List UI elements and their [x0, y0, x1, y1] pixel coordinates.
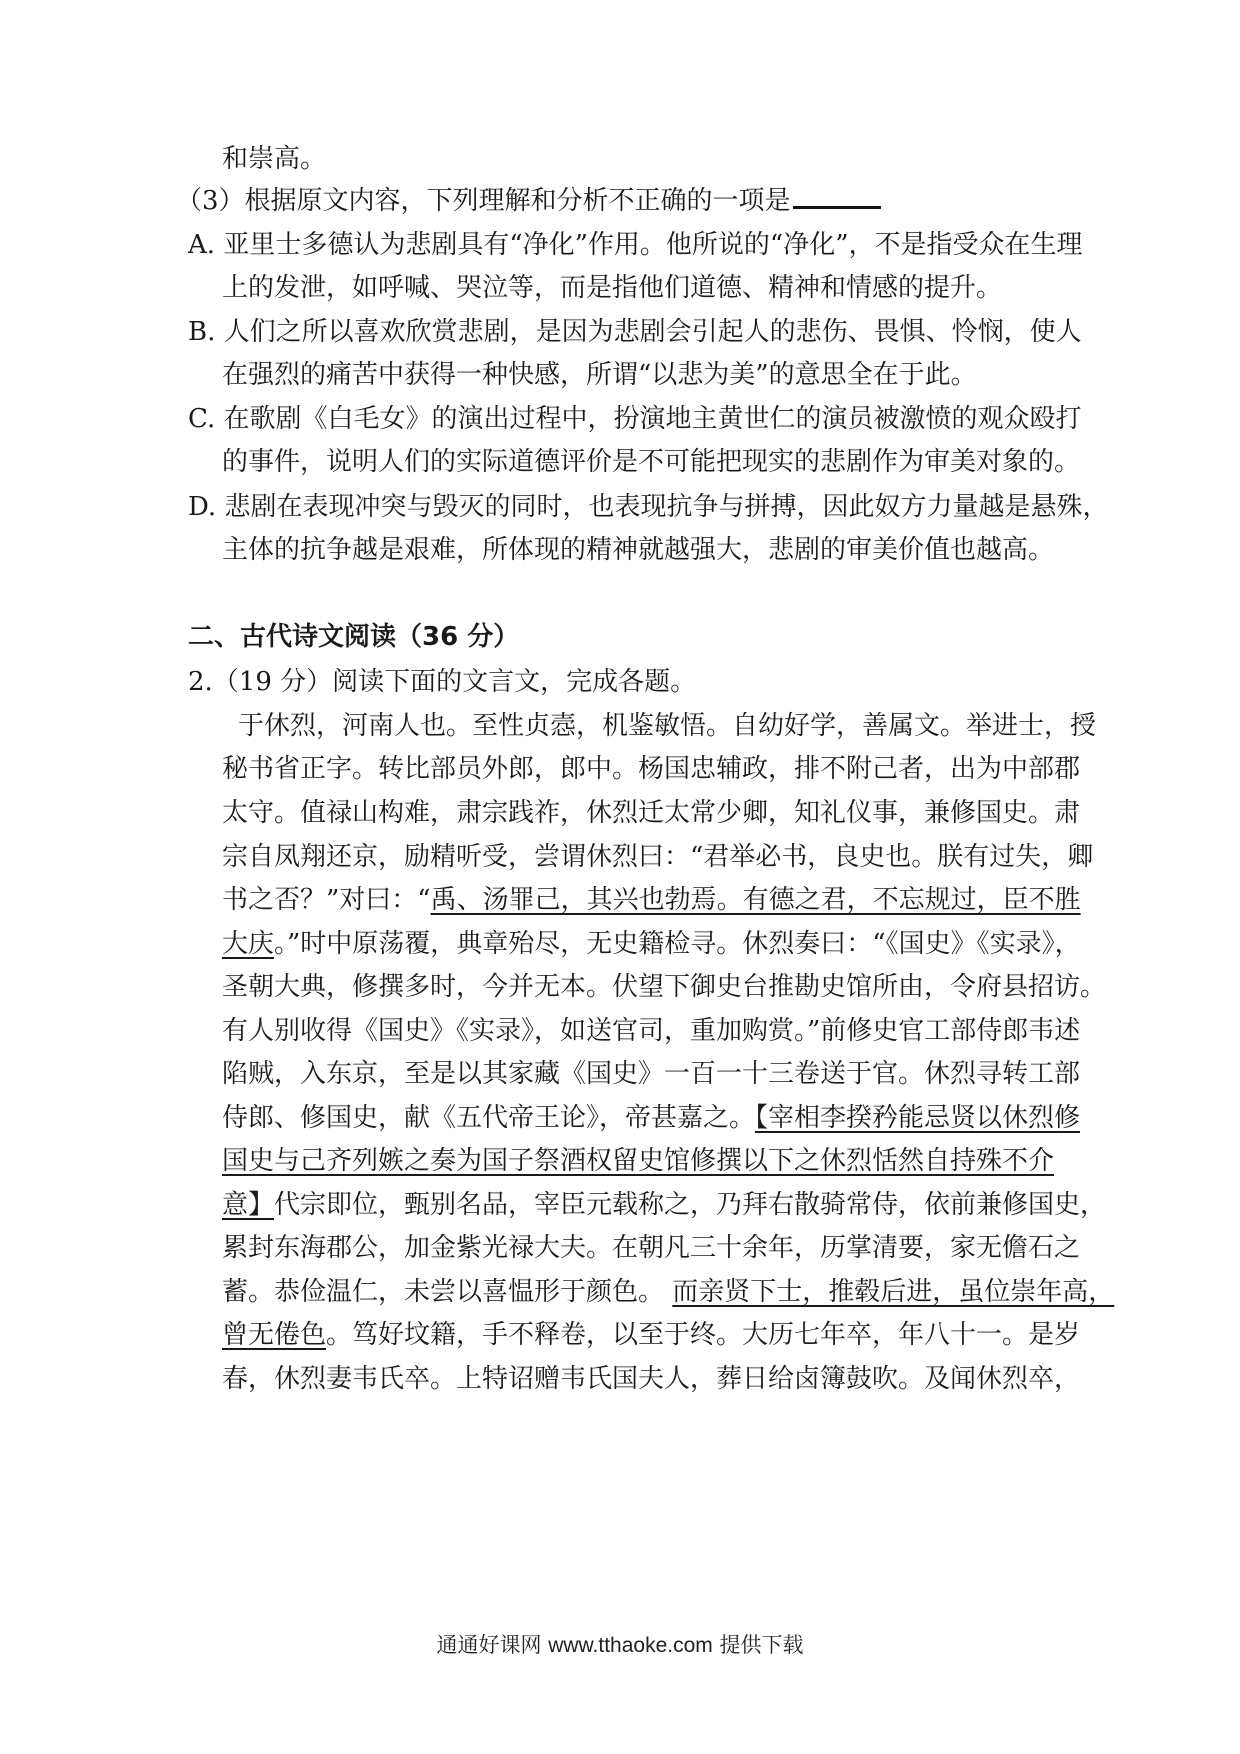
passage-line-12-plain: 代宗即位，甄别名品，宰臣元载称之，乃拜右散骑常侍，依前兼修国史，: [274, 1190, 1107, 1220]
footer-site-name: 通通好课网: [436, 1633, 542, 1657]
passage-line-4: 宗自凤翔还京，励精听受，尝谓休烈曰：“君举必书，良史也。朕有过失，卿: [222, 842, 1094, 872]
underlined-sentence-1a: 禹、汤罪己，其兴也勃焉。有德之君，不忘规过，臣不胜: [430, 885, 1081, 915]
q1-tail-line: 和崇高。: [222, 144, 327, 174]
passage-line-8: 有人别收得《国史》《实录》，如送官司，重加购赏。”前修史官工部侍郎韦述: [222, 1016, 1081, 1046]
passage-line-14-plain: 蓄。恭俭温仁，未尝以喜愠形于颜色。: [222, 1277, 673, 1307]
answer-blank: [793, 186, 881, 209]
option-a-text-1: 亚里士多德认为悲剧具有“净化”作用。他所说的“净化”，不是指受众在生理: [223, 230, 1083, 260]
bracketed-passage-b: 国史与己齐列嫉之奏为国子祭酒权留史馆修撰以下之休烈恬然自持殊不介: [222, 1146, 1055, 1176]
passage-line-5: [222, 883, 1081, 917]
option-b-letter: B.: [188, 317, 216, 347]
option-d-letter: D.: [188, 492, 217, 522]
section-heading: 二、古代诗文阅读（36 分）: [188, 622, 520, 652]
q3-stem-text: （3）根据原文内容，下列理解和分析不正确的一项是: [176, 186, 791, 216]
passage-line-1: 于休烈，河南人也。至性贞悫，机鉴敏悟。自幼好学，善属文。举进士，授: [238, 711, 1097, 741]
passage-line-15: [222, 1318, 1080, 1352]
page-footer: [0, 1631, 1240, 1660]
passage-line-6-plain: 。”时中原荡覆，典章殆尽，无史籍检寻。休烈奏曰：“《国史》《实录》，: [274, 929, 1081, 959]
passage-line-15-plain: 。笃好坟籍，手不释卷，以至于终。大历七年卒，年八十一。是岁: [326, 1320, 1081, 1350]
option-c-line1: [188, 402, 1082, 436]
option-b-text-2: 在强烈的痛苦中获得一种快感，所谓“以悲为美”的意思全在于此。: [222, 360, 977, 390]
passage-line-16: 春，休烈妻韦氏卒。上特诏赠韦氏国夫人，葬日给卤簿鼓吹。及闻休烈卒，: [222, 1364, 1081, 1394]
option-a-letter: A.: [188, 230, 216, 260]
passage-line-9: 陷贼，入东京，至是以其家藏《国史》一百一十三卷送于官。休烈寻转工部: [222, 1059, 1081, 1089]
passage-line-12: [222, 1188, 1106, 1222]
option-d-text-1: 悲剧在表现冲突与毁灭的同时，也表现抗争与拼搏，因此奴方力量越是悬殊，: [224, 492, 1109, 522]
passage-line-3: 太守。值禄山构难，肃宗践祚，休烈迁太常少卿，知礼仪事，兼修国史。肃: [222, 798, 1081, 828]
option-b-line1: [188, 315, 1082, 349]
passage-line-10-plain: 侍郎、修国史，献《五代帝王论》，帝甚嘉之。: [222, 1103, 756, 1133]
option-d-line1: [188, 490, 1108, 524]
option-b-text-1: 人们之所以喜欢欣赏悲剧，是因为悲剧会引起人的悲伤、畏惧、怜悯，使人: [223, 317, 1082, 347]
passage-line-11: [222, 1144, 1054, 1178]
footer-suffix: 提供下载: [719, 1633, 804, 1657]
q2-stem: 2.（19 分）阅读下面的文言文，完成各题。: [188, 667, 697, 697]
passage-line-5-plain: 书之否？”对曰：“: [222, 885, 431, 915]
passage-line-10: [222, 1101, 1080, 1135]
footer-url[interactable]: www.tthaoke.com: [548, 1634, 713, 1657]
option-c-letter: C.: [188, 404, 216, 434]
option-a-text-2: 上的发泄，如呼喊、哭泣等，而是指他们道德、精神和情感的提升。: [222, 273, 1003, 303]
option-a-line1: [188, 228, 1082, 262]
underlined-sentence-2b: 曾无倦色: [222, 1320, 327, 1350]
bracketed-passage-a: 【宰相李揆矜能忌贤以休烈修: [755, 1103, 1081, 1133]
option-c-text-2: 的事件，说明人们的实际道德评价是不可能把现实的悲剧作为审美对象的。: [222, 447, 1081, 477]
passage-line-7: 圣朝大典，修撰多时，今并无本。伏望下御史台推勘史馆所由，令府县招访。: [222, 972, 1107, 1002]
passage-line-13: 累封东海郡公，加金紫光禄大夫。在朝凡三十余年，历掌清要，家无儋石之: [222, 1233, 1081, 1263]
option-c-text-1: 在歌剧《白毛女》的演出过程中，扮演地主黄世仁的演员被激愤的观众殴打: [223, 404, 1082, 434]
passage-line-6: [222, 927, 1081, 961]
underlined-sentence-2a: 而亲贤下士，推毂后进，虽位崇年高，: [672, 1277, 1115, 1307]
bracketed-passage-c: 意】: [222, 1190, 275, 1220]
option-d-text-2: 主体的抗争越是艰难，所体现的精神就越强大，悲剧的审美价值也越高。: [222, 535, 1055, 565]
passage-line-14: [222, 1275, 1114, 1309]
passage-line-2: 秘书省正字。转比部员外郎，郎中。杨国忠辅政，排不附己者，出为中部郡: [222, 754, 1081, 784]
underlined-sentence-1b: 大庆: [222, 929, 275, 959]
q3-stem: [176, 184, 881, 218]
